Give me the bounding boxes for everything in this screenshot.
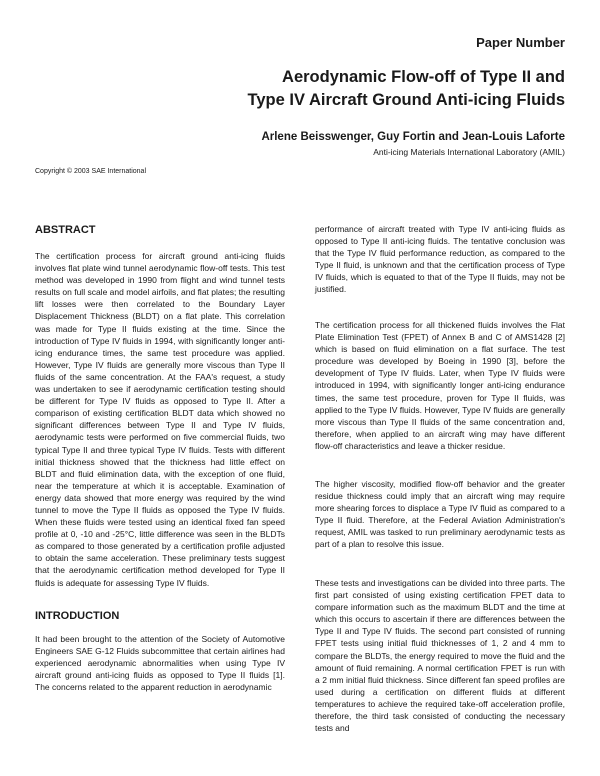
body-paragraph-3: The higher viscosity, modified flow-off behavior and the greater residue thickness could imply that an aircraft wing may require more shearing forces to displace a Type IV fluid as compared to a Type II fluid. Therefore, at the Federal Aviation Administration's request, AMIL was tasked to run preliminary aerodynamic tests as part of a plan to resolve this issue. xyxy=(315,479,565,550)
introduction-heading: INTRODUCTION xyxy=(35,610,120,622)
title-line-1: Aerodynamic Flow-off of Type II and xyxy=(282,68,565,86)
authors: Arlene Beisswenger, Guy Fortin and Jean-Louis Laforte xyxy=(261,131,565,143)
introduction-text: It had been brought to the attention of the Society of Automotive Engineers SAE G-12 Fluids subcommittee that certain airlines had experienced aerodynamic abnormalities when using Type IV aircraft ground anti-icing fluids as opposed to Type II fluids [1]. The concerns related to the apparent reduction in aerodynamic xyxy=(35,634,285,693)
copyright-notice: Copyright © 2003 SAE International xyxy=(35,168,147,175)
body-paragraph-2: The certification process for all thickened fluids involves the Flat Plate Elimination Test (FPET) of Annex B and C of AMS1428 [2] which is based on fluid elimination on a flat surface. The test procedure was developed by Boeing in 1990 [3], before the development of Type IV fluids. Later, when Type IV fluids were introduced in 1994, with significantly longer anti-icing endurance times, the same test procedure, proven for Type II fluids, was applied to the Type IV fluids. However, Type IV fluids are generally more viscous than Type II fluids of the same concentration and, therefore, when applied to an aircraft wing may have different flow-off characteristics and leave a thicker residue. xyxy=(315,320,565,451)
paper-number-label: Paper Number xyxy=(476,35,565,50)
abstract-heading: ABSTRACT xyxy=(35,224,96,236)
body-paragraph-4: These tests and investigations can be divided into three parts. The first part consisted of using existing certification FPET data to compare information such as the maximum BLDT and the time at which this occurs to ascertain if there are differences between the Type II and Type IV fluids. The second part consisted of running FPET tests using initial fluid thicknesses of 1, 2 and 4 mm to compare the BLDTs, the energy required to move the fluid and the amount of fluid remaining. A normal certification FPET is run with a 2 mm initial fluid thickness. Since different fan speed profiles are used during a certification on different fluids at different temperatures to achieve the required take-off acceleration profile, therefore, the third task consisted of conducting the necessary tests and xyxy=(315,578,565,734)
affiliation: Anti-icing Materials International Laboratory (AMIL) xyxy=(373,147,565,157)
title-line-2: Type IV Aircraft Ground Anti-icing Fluids xyxy=(247,91,565,109)
body-paragraph-1: performance of aircraft treated with Type IV anti-icing fluids as opposed to Type II anti-icing fluids. The tentative conclusion was that the Type IV fluid performance reduction, as compared to the Type II fluid, is unknown and that the certification process of Type IV fluids, which is equated to that of the Type II fluids, may not be justified. xyxy=(315,224,565,295)
abstract-text: The certification process for aircraft ground anti-icing fluids involves flat plate wind tunnel aerodynamic flow-off tests. This test method was developed in 1990 from flight and wind tunnel tests results on full scale and model airfoils, and flat plates; the resulting lift losses were then correlated to the Boundary Layer Displacement Thickness (BLDT) on a flat plate. This correlation was made for Type II fluids existing at the time. Since the introduction of Type IV fluids in 1994, with significantly longer anti-icing endurance times, the same test procedure was applied. However, Type IV fluids are generally more viscous than Type II fluids of the same concentration. At the FAA's request, a study was undertaken to see if aerodynamic certification testing should be different for Type IV fluids as opposed to Type II. After a comparison of existing certification BLDT data which showed no significant differences between Type II and Type IV fluids, aerodynamic tests were performed on five commercial fluids, two typical Type II and three typical Type IV fluids. Tests with different initial thickness showed that the thickness had little effect on BLDT and fluid elimination data, with the exception of one fluid, near the temperature at which it is acceptable. Examination of energy data showed that more energy was required by the wind tunnel to move the Type II fluids as opposed the Type IV fluids. When these fluids were tested using an identical fixed fan speed profile at 0, -10 and -25°C, little difference was seen in the BLDTs as compared to those generated by a certification profile adjusted to obtain the same acceleration. These preliminary tests suggest that the aerodynamic certification method developed for Type II fluids is adequate for assessing Type IV fluids. xyxy=(35,251,285,588)
paper-title xyxy=(85,66,565,112)
